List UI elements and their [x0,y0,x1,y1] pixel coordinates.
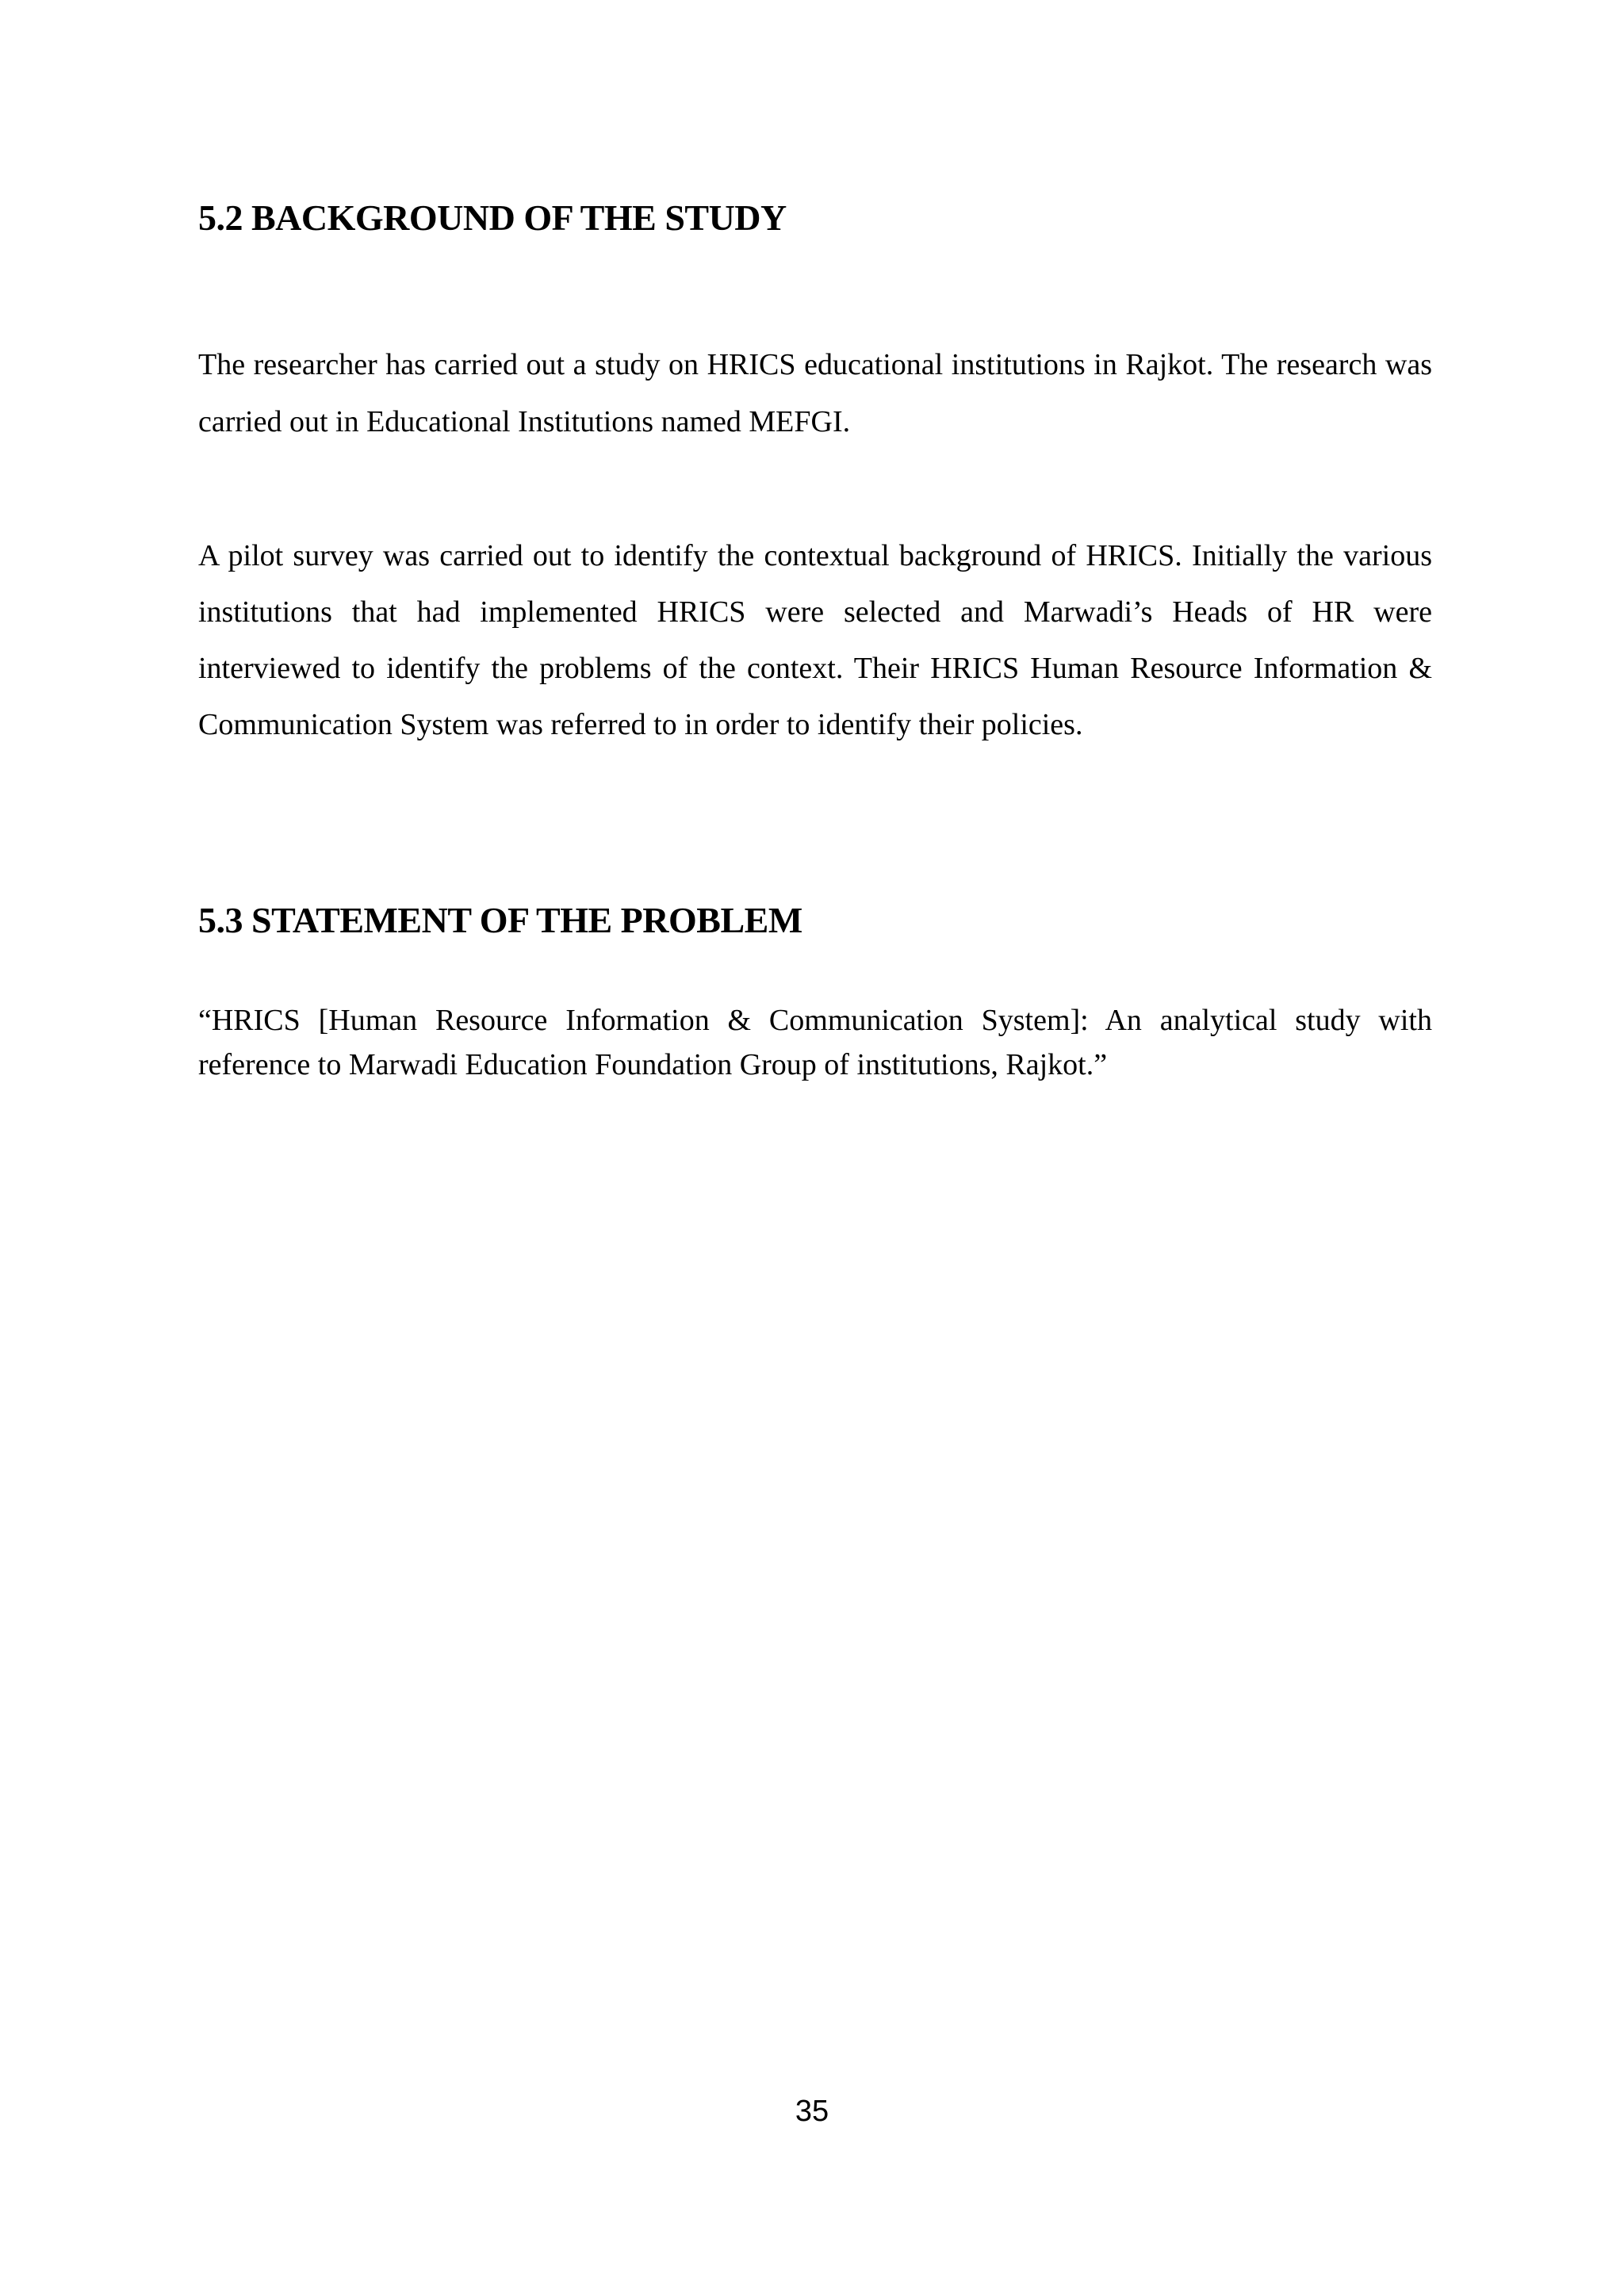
background-paragraph-2: A pilot survey was carried out to identify the contextual background of HRICS. Initially the various institutions that had implemented HRICS were selected and Marwadi’s Heads of HR were interviewed to identify the problems of the context. Their HRICS Human Resource Information & Communication System was referred to in order to identify their policies. [198,539,1432,741]
problem-statement-paragraph: “HRICS [Human Resource Information & Communication System]: An analytical study with reference to Marwadi Education Foundation Group of institutions, Rajkot.” [198,1004,1432,1081]
section-heading-background: 5.2 BACKGROUND OF THE STUDY [198,197,787,238]
section-heading-problem: 5.3 STATEMENT OF THE PROBLEM [198,900,802,940]
page-number: 35 [795,2095,829,2128]
background-paragraph-1: The researcher has carried out a study on HRICS educational institutions in Rajkot. The research was carried out in Educational Institutions named MEFGI. [198,348,1432,438]
